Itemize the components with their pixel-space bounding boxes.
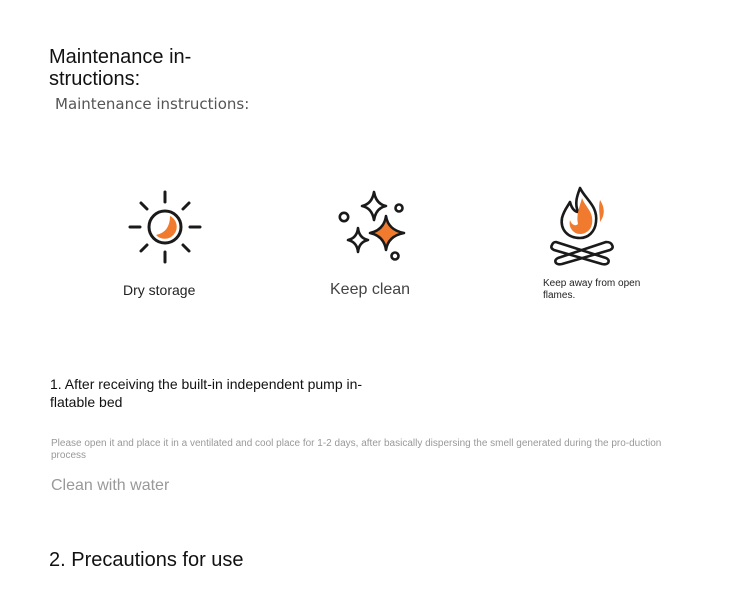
- section-1-title: 1. After receiving the built-in independent pump in-flatable bed: [50, 376, 363, 410]
- page-title: Maintenance in-structions:: [49, 46, 192, 90]
- sun-icon: [126, 188, 204, 266]
- section-2-title: 2. Precautions for use: [49, 549, 244, 571]
- fire-icon: [550, 184, 614, 266]
- clean-with-water-text: Clean with water: [51, 477, 170, 494]
- dry-storage-label: Dry storage: [123, 282, 196, 298]
- sparkle-icon: [334, 188, 410, 266]
- page-subtitle: Maintenance instructions:: [55, 95, 250, 113]
- keep-away-flames-label: Keep away from open flames.: [543, 278, 641, 301]
- section-1-note: Please open it and place it in a ventilated and cool place for 1-2 days, after basically dispersing the smell generated during the pro-duction process: [51, 438, 662, 461]
- keep-clean-label: Keep clean: [330, 281, 411, 298]
